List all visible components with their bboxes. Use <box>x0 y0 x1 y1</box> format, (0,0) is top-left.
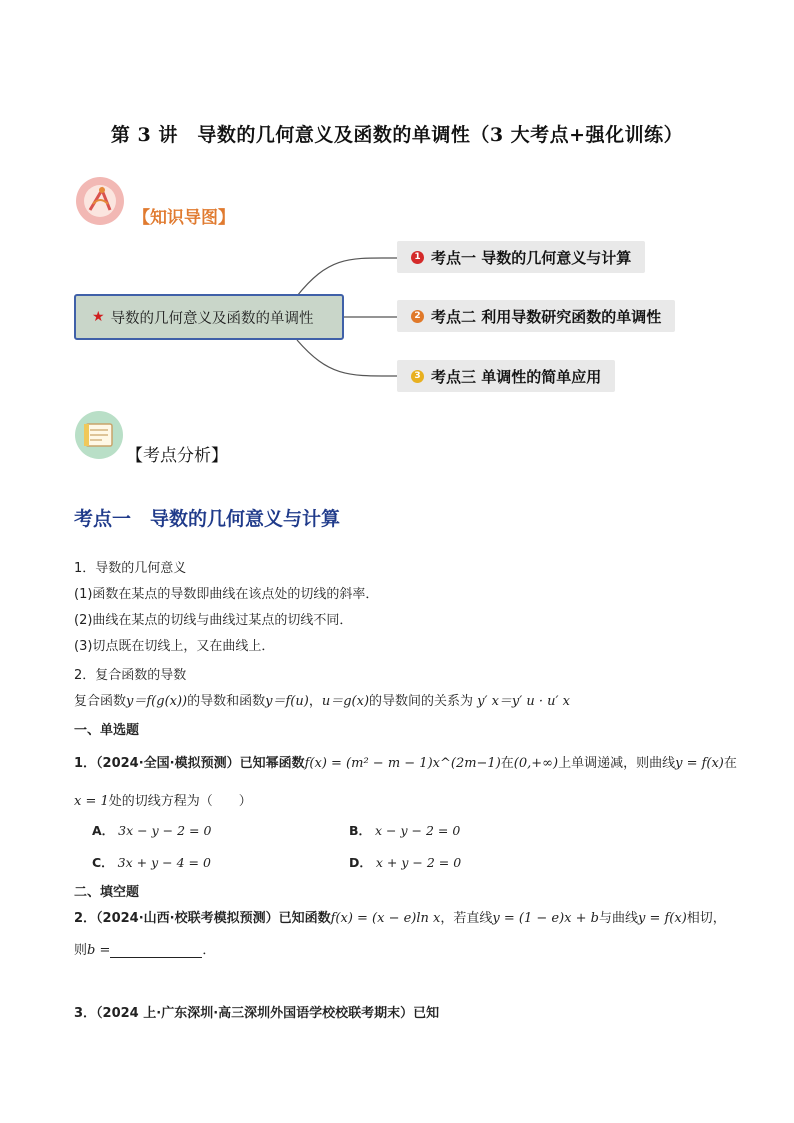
text: 在 <box>723 756 737 771</box>
option-a[interactable] <box>92 821 211 839</box>
composite-derivative-line <box>74 690 570 709</box>
option-d[interactable] <box>349 853 461 871</box>
text-line: (1)函数在某点的导数即曲线在该点处的切线的斜率． <box>74 587 379 602</box>
option-label: A． <box>92 823 115 838</box>
mind-map-root <box>74 294 344 340</box>
formula: y′ x＝y′ u · u′ x <box>477 694 570 709</box>
text: 的导数和函数 <box>187 694 266 709</box>
star-icon: ★ <box>92 309 105 325</box>
text: 在 <box>500 756 514 771</box>
branch-kp2 <box>397 300 675 332</box>
text: ， <box>308 694 322 709</box>
kp1-title: 考点一 导数的几何意义与计算 <box>74 508 341 530</box>
text: 则 <box>74 943 88 958</box>
text: 处的切线方程为（ ） <box>108 794 252 809</box>
text: 上单调递减，则曲线 <box>558 756 676 771</box>
formula: y＝f(g(x)) <box>126 694 188 709</box>
text-line: 2．复合函数的导数 <box>74 668 187 683</box>
option-formula: 3x − y − 2 = 0 <box>118 823 212 838</box>
formula: b = <box>87 943 111 958</box>
question-2 <box>74 907 726 926</box>
branch-label: 考点二 利用导数研究函数的单调性 <box>431 307 662 326</box>
number-badge-icon: 3 <box>411 370 424 383</box>
option-formula: x − y − 2 = 0 <box>375 823 461 838</box>
formula: (0,+∞) <box>513 756 559 771</box>
answer-blank[interactable] <box>110 944 202 958</box>
number-badge-icon: 1 <box>411 251 424 264</box>
text: 相切， <box>686 911 726 926</box>
formula: y = f(x) <box>675 756 724 771</box>
section-single-choice: 一、单选题 <box>74 723 140 738</box>
question-source: 2．（2024·山西·校联考模拟预测）已知函数 <box>74 911 331 926</box>
option-label: C． <box>92 855 114 870</box>
mind-map-root-label: 导数的几何意义及函数的单调性 <box>110 310 314 327</box>
option-formula: 3x + y − 4 = 0 <box>117 855 211 870</box>
analysis-label: 【考点分析】 <box>126 446 228 466</box>
formula: f(x) = (m² − m − 1)x^(2m−1) <box>304 756 501 771</box>
option-formula: x + y − 2 = 0 <box>375 855 462 870</box>
option-label: D． <box>349 855 372 870</box>
question-1 <box>74 752 737 771</box>
question-1-cont <box>74 790 252 809</box>
page-title: 第 3 讲 导数的几何意义及函数的单调性（3 大考点+强化训练） <box>110 124 684 146</box>
number-badge-icon: 2 <box>411 310 424 323</box>
branch-label: 考点三 单调性的简单应用 <box>431 367 602 386</box>
notebook-icon <box>74 410 124 464</box>
question-2-cont <box>74 939 215 958</box>
question-3: 3．（2024 上·广东深圳·高三深圳外国语学校校联考期末）已知 <box>74 1006 440 1021</box>
option-c[interactable] <box>92 853 211 871</box>
formula: y＝f(u) <box>265 694 309 709</box>
option-b[interactable] <box>349 821 460 839</box>
knowledge-map-label: 【知识导图】 <box>133 208 235 228</box>
formula: x = 1 <box>74 794 109 809</box>
branch-label: 考点一 导数的几何意义与计算 <box>431 248 632 267</box>
formula: y = (1 − e)x + b <box>492 911 599 926</box>
branch-kp3 <box>397 360 615 392</box>
question-source: 1．（2024·全国·模拟预测）已知幂函数 <box>74 756 305 771</box>
formula: y = f(x) <box>637 911 687 926</box>
branch-kp1 <box>397 241 645 273</box>
text: ，若直线 <box>440 911 493 926</box>
text: 与曲线 <box>598 911 638 926</box>
formula: u＝g(x) <box>321 694 370 709</box>
mind-map-connectors <box>0 0 794 420</box>
section-fill-blank: 二、填空题 <box>74 885 140 900</box>
text: 的导数间的关系为 <box>369 694 474 709</box>
option-label: B． <box>349 823 372 838</box>
formula: f(x) = (x − e)ln x <box>330 911 441 926</box>
text-line: (3)切点既在切线上，又在曲线上． <box>74 639 275 654</box>
text-line: (2)曲线在某点的切线与曲线过某点的切线不同． <box>74 613 353 628</box>
text: ． <box>202 943 216 958</box>
text-line: 1．导数的几何意义 <box>74 561 187 576</box>
text: 复合函数 <box>74 694 127 709</box>
